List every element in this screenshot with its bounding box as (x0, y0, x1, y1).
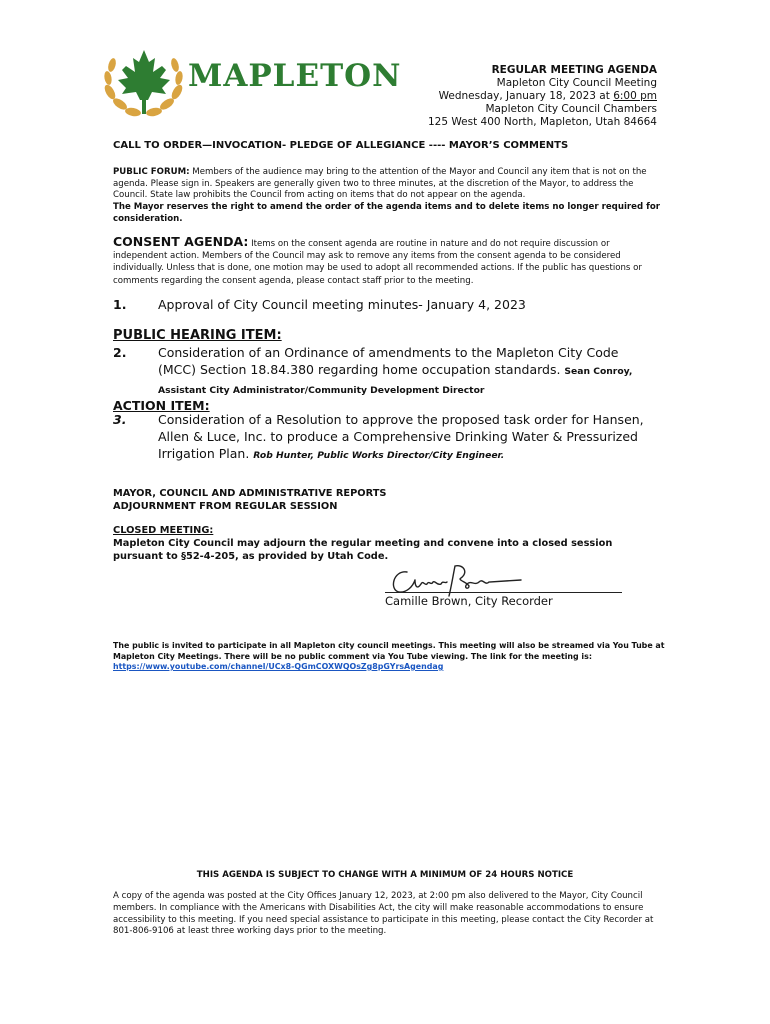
item-1-text: Approval of City Council meeting minutes- January 4, 2023 (158, 297, 526, 312)
meeting-name: Mapleton City Council Meeting (496, 77, 657, 89)
item-3-number: 3. (113, 412, 127, 427)
meeting-time: 6:00 pm (613, 90, 657, 102)
reports-line: MAYOR, COUNCIL AND ADMINISTRATIVE REPORTS (113, 488, 387, 499)
closed-meeting (113, 524, 653, 563)
adjournment-line: ADJOURNMENT FROM REGULAR SESSION (113, 501, 338, 512)
logo-wordmark: MAPLETON (188, 58, 402, 94)
meeting-address: 125 West 400 North, Mapleton, Utah 84664 (428, 116, 657, 128)
stream-notice (113, 641, 673, 673)
closed-meeting-text: Mapleton City Council may adjourn the regular meeting and convene into a closed session pursuant to §52-4-205, as provided by Utah Code. (113, 538, 613, 562)
meeting-header (428, 64, 657, 129)
agenda-title: REGULAR MEETING AGENDA (491, 64, 657, 76)
youtube-link[interactable]: https://www.youtube.com/channel/UCx8-QGmCOXWQOsZg8pGYrsAgendag (113, 662, 444, 671)
closed-meeting-heading: CLOSED MEETING: (113, 525, 214, 536)
item-3-text: Consideration of a Resolution to approve the proposed task order for Hansen, Allen & Luce, Inc. to produce a Comprehensive Drinking Water & Pressurized Irrigation Plan. Rob Hunter, Public Works Director/City Engineer. (158, 412, 644, 461)
item-3-presenter: Rob Hunter, Public Works Director/City Engineer. (253, 450, 505, 461)
public-forum-label: PUBLIC FORUM: (113, 167, 190, 177)
public-forum (113, 167, 663, 226)
change-notice: THIS AGENDA IS SUBJECT TO CHANGE WITH A MINIMUM OF 24 HOURS NOTICE (196, 870, 574, 880)
consent-agenda (113, 236, 653, 287)
public-hearing-heading: PUBLIC HEARING ITEM: (113, 328, 282, 343)
mayor-reserves-note: The Mayor reserves the right to amend the order of the agenda items and to delete items no longer required for consideration. (113, 202, 660, 224)
item-2-presenter: Sean Conroy, Assistant City Administrator/Community Development Director (158, 366, 633, 396)
consent-agenda-label: CONSENT AGENDA: (113, 234, 249, 249)
meeting-place: Mapleton City Council Chambers (485, 103, 657, 115)
action-item-heading: ACTION ITEM: (113, 398, 210, 413)
item-2-number: 2. (113, 345, 127, 360)
reports-section (113, 487, 386, 513)
meeting-date: Wednesday, January 18, 2023 at 6:00 pm (438, 90, 657, 102)
call-to-order: CALL TO ORDER—INVOCATION- PLEDGE OF ALLEGIANCE ---- MAYOR’S COMMENTS (113, 140, 569, 151)
signature-caption: Camille Brown, City Recorder (385, 594, 553, 608)
public-forum-text: Members of the audience may bring to the attention of the Mayor and Council any item that is not on the agenda. Please sign in. Speakers are generally given two to three minutes, at the discretion of the Mayor, to address the Council. State law prohibits the Council from acting on items that do not appear on the agenda. (113, 167, 647, 201)
item-2-text: Consideration of an Ordinance of amendments to the Mapleton City Code (MCC) Section 18.84.380 regarding home occupation standards. Sean Conroy, Assistant City Administrator/Community Development Director (158, 345, 633, 396)
item-1-number: 1. (113, 297, 127, 312)
signature-line (385, 592, 622, 593)
consent-agenda-text: Items on the consent agenda are routine in nature and do not require discussion or independent action. Members of the Council may ask to remove any items from the consent agenda to be considered individually. Unless that is done, one motion may be used to adopt all recommended actions. If the public has questions or comments regarding the consent agenda, please contact staff prior to the meeting. (113, 239, 642, 286)
posting-statement: A copy of the agenda was posted at the City Offices January 12, 2023, at 2:00 pm also delivered to the Mayor, City Council members. In compliance with the Americans with Disabilities Act, the city will make reasonable accommodations to ensure accessibility to this meeting. If you need special assistance to participate in this meeting, please contact the City Recorder at 801-806-9106 at least three working days prior to the meeting. (113, 891, 654, 937)
stream-text: The public is invited to participate in all Mapleton city council meetings. This meeting will also be streamed via You Tube at Mapleton City Meetings. There will be no public comment via You Tube viewing. The link for the meeting is: (113, 641, 665, 661)
